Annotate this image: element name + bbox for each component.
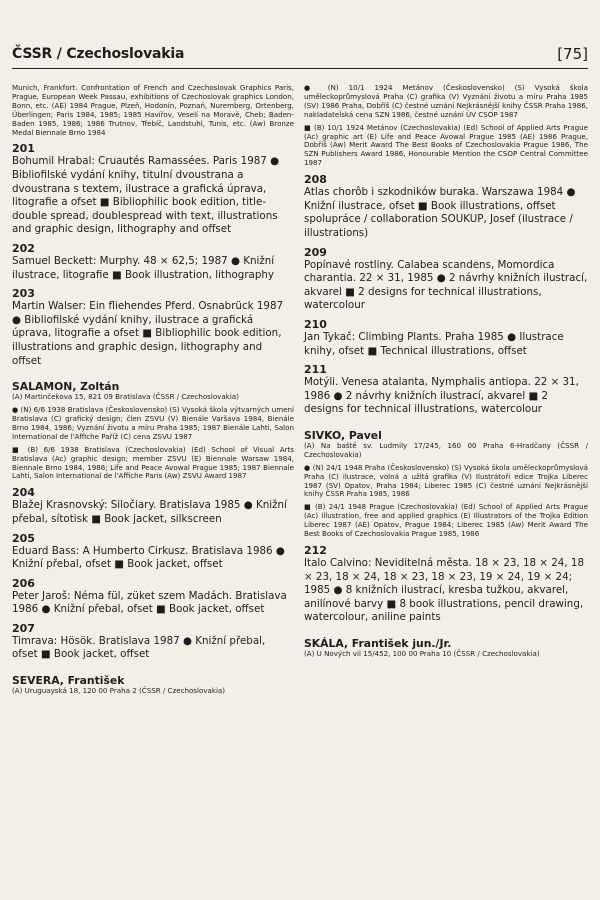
entry-number: 209 bbox=[304, 245, 327, 259]
page-number: [75] bbox=[557, 45, 588, 63]
catalog-entry-210 bbox=[304, 319, 588, 358]
catalog-entry-205 bbox=[12, 533, 294, 572]
entry-text: Italo Calvino: Neviditelná města. 18 × 23, 18 × 24, 18 × 23, 18 × 24, 18 × 23, 18 × 23, 19 × 24, 19 × 24; 1985 ● 8 knižních ilustrací, kresba tužkou, akvarel, anilínové barvy ■ 8 book illustrations, pencil drawing, watercolour, aniline paints bbox=[304, 556, 585, 624]
entry-number: 208 bbox=[304, 173, 327, 187]
entry-number: 201 bbox=[12, 142, 35, 156]
catalog-entry-207 bbox=[12, 623, 294, 662]
entry-text: Atlas chorôb i szkodników buraka. Warszawa 1984 ● Knižní ilustrace, ofset ■ Book illustrations, offset spolupráce / collaboration SOUKUP, Josef (ilustrace / illustrations) bbox=[304, 186, 576, 239]
catalog-entry-203 bbox=[12, 288, 294, 368]
catalog-entry-201 bbox=[12, 143, 294, 237]
entry-number: 205 bbox=[12, 531, 35, 545]
artist-address: (A) Uruguayská 18, 120 00 Praha 2 (ČSSR / Czechoslovakia) bbox=[12, 686, 226, 696]
entry-number: 210 bbox=[304, 317, 327, 331]
entry-number: 202 bbox=[12, 242, 35, 255]
artist-address: (A) U Nových vil 15/452, 100 00 Praha 10 (ČSSR / Czechoslovakia) bbox=[304, 648, 540, 658]
artist-bio-continued: Munich, Frankfort. Confrontation of French and Czechoslovak Graphics Paris, Prague, European Week Passau, exhibitions of Czechoslovak graphics London, Bonn, etc. (AE) 1984 Prague, Plzeň, Hodonín, Poznań, Nuremberg, Ortenberg, Überlingen; Paris 1984, 1985; 1985 Havířov, Veselí na Moravě, Cheb; Baden-Baden 1985, 1986; 1986 Trutnov, Třebíč, Landstuhl, Tunis, etc. (Aw) Bronze Medal Biennale Brno 1984 bbox=[12, 83, 294, 137]
catalog-entry-208 bbox=[304, 174, 588, 240]
page-title: ČSSR / Czechoslovakia bbox=[12, 46, 185, 62]
entry-number: 207 bbox=[12, 621, 35, 635]
page-header bbox=[12, 46, 588, 69]
catalog-entry-212 bbox=[304, 545, 588, 625]
left-column bbox=[12, 84, 294, 700]
entry-text: Jan Tykač: Climbing Plants. Praha 1985 ● Ilustrace knihy, ofset ■ Technical illustrations, offset bbox=[304, 330, 564, 357]
artist-bio-english: ■ (B) 6/6 1938 Bratislava (Czechoslovakia) (Ed) School of Visual Arts Bratislava (Ac) graphic design; member ZSVU (E) Biennale Warsaw 1984, Biennale Brno 1984, 1986; Life and Peace Avowal Prague 1985; 1987 Biennale Lahti, Salon International de l'Affiche Paris (Aw) ZSVU Award 1987 bbox=[12, 444, 294, 481]
artist-name: SALAMON, Zoltán bbox=[12, 380, 120, 394]
entry-text: Motýli. Venesa atalanta, Nymphalis antiopa. 22 × 31, 1986 ● 2 návrhy knižních ilustrací, akvarel ■ 2 designs for technical illustrations, watercolour bbox=[304, 376, 579, 416]
artist-name: SEVERA, František bbox=[12, 674, 125, 688]
entry-text: Peter Jaroš: Néma fül, züket szem Madách. Bratislava 1986 ● Knižní přebal, ofset ■ Book jacket, offset bbox=[12, 589, 287, 616]
entry-number: 203 bbox=[12, 287, 35, 301]
catalog-entry-209 bbox=[304, 247, 588, 313]
entry-text: Samuel Beckett: Murphy. 48 × 62,5; 1987 ● Knižní ilustrace, litografie ■ Book illustration, lithography bbox=[12, 255, 275, 281]
artist-bio-czech: ● (N) 6/6 1938 Bratislava (Československo) (S) Vysoká škola výtvarných umení Bratislava (C) grafický design; člen ZSVU (V) Bienále Varšava 1984, Bienále Brno 1984, 1986; Vyznání životu a míru Praha 1985; 1987 Bienále Lahti, Salon International de l'Affiche Paříž (C) cena ZSVU 1987 bbox=[12, 405, 294, 441]
entry-number: 212 bbox=[304, 543, 327, 557]
artist-name: SKÁLA, František jun./Jr. bbox=[304, 636, 452, 650]
entry-number: 206 bbox=[12, 576, 35, 590]
entry-text: Timrava: Hösök. Bratislava 1987 ● Knižní přebal, ofset ■ Book jacket, offset bbox=[12, 634, 266, 661]
artist-name: SIVKO, Pavel bbox=[304, 428, 382, 442]
catalog-entry-204 bbox=[12, 487, 294, 526]
artist-bio-czech: ● (N) 24/1 1948 Praha (Československo) (S) Vysoká škola uměleckoprůmyslová Praha (C) ilustrace, volná a užitá grafika (V) Ilustrátoři edice Trojka Liberec 1987 (SV) Opatov, Praha 1984; Liberec 1985 (C) čestné uznání Nejkrásnější knihy ČSSR Praha 1985, 1986 bbox=[304, 462, 588, 499]
artist-bio-english: ■ (B) 10/1 1924 Metánov (Czechoslovakia) (Ed) School of Applied Arts Prague (Ac) graphic art (E) Life and Peace Avowal Prague 1985 (AE) 1986 Prague, Dobříš (Aw) Merit Award The Best Books of Czechoslovakia Prague 1986, The SZN Publishers Award 1986, Honourable Mention the CSOP Central Committee 1987 bbox=[304, 122, 588, 168]
entry-number: 204 bbox=[12, 486, 35, 500]
entry-text: Blažej Krasnovský: Siločiary. Bratislava 1985 ● Knižní přebal, sítotisk ■ Book jacket, silkscreen bbox=[12, 499, 287, 525]
artist-address: (A) Na baště sv. Ludmily 17/245, 160 00 Praha 6-Hradčany (ČSSR / Czechoslovakia) bbox=[304, 440, 588, 459]
entry-text: Eduard Bass: A Humberto Cirkusz. Bratislava 1986 ● Knižní přebal, ofset ■ Book jacket, offset bbox=[12, 544, 285, 571]
artist-address: (A) Martinčekova 15, 821 09 Bratislava (ČSSR / Czechoslovakia) bbox=[12, 392, 239, 402]
right-column bbox=[304, 84, 588, 663]
entry-text: Popínavé rostliny. Calabea scandens, Momordica charantia. 22 × 31, 1985 ● 2 návrhy knižních ilustrací, akvarel ■ 2 designs for technical illustrations, watercolour bbox=[304, 258, 588, 312]
catalog-entry-211 bbox=[304, 364, 588, 417]
entry-text: Bohumil Hrabal: Cruautés Ramassées. Paris 1987 ● Bibliofilské vydání knihy, titulní dvoustrana a dvoustrana s textem, ilustrace a grafická úprava, litografie a ofset ■ Bibliophilic book edition, title-double spread, doublespread with text, illustrations and graphic design, lithography and offset bbox=[12, 155, 280, 236]
entry-text: Martin Walser: Ein fliehendes Pferd. Osnabrück 1987 ● Bibliofilské vydání knihy, ilustrace a grafická úprava, litografie a ofset ■ Bibliophilic book edition, illustrations and graphic design, lithography and offset bbox=[12, 300, 284, 367]
artist-bio-english: ■ (B) 24/1 1948 Prague (Czechoslovakia) (Ed) School of Applied Arts Prague (Ac) illustration, free and applied graphics (E) Illustrators of the Trojka Edition Liberec 1987 (AE) Opatov, Prague 1984; Liberec 1985 (Aw) Merit Award The Best Books of Czechoslovakia Prague 1985, 1986 bbox=[304, 502, 588, 539]
catalog-entry-206 bbox=[12, 578, 294, 617]
artist-bio-czech: ● (N) 10/1 1924 Metánov (Československo) (S) Vysoká škola uměleckoprůmyslová Praha (C) grafika (V) Vyznání životu a míru Praha 1985 (SV) 1986 Praha, Dobříš (C) čestné uznání Nejkrásnější knihy ČSSR Praha 1986, nakladatelská cena SZN 1986, čestné uznání ÚV CSOP 1987 bbox=[304, 83, 588, 119]
entry-number: 211 bbox=[304, 363, 327, 377]
catalog-entry-202 bbox=[12, 243, 294, 282]
